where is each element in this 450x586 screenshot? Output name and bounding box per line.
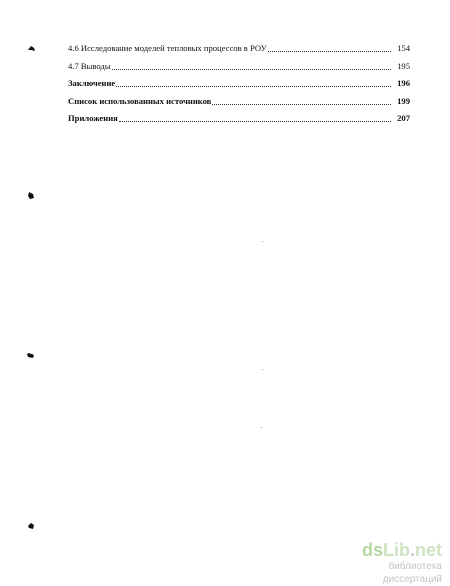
watermark-subtitle: библиотека диссертаций — [382, 561, 442, 585]
toc-entry-title: 4.6 Исследование моделей тепловых процессов в РОУ — [68, 43, 267, 53]
toc-entry — [68, 40, 410, 58]
scan-mark — [27, 44, 36, 52]
table-of-contents — [68, 40, 410, 128]
toc-entry — [68, 110, 410, 128]
toc-entry-page: 196 — [397, 78, 410, 88]
scan-mark — [27, 522, 35, 530]
toc-entry-page: 195 — [397, 60, 410, 71]
toc-entry — [68, 93, 410, 111]
toc-entry-title: Список использованных источников — [68, 95, 212, 106]
scan-speck — [262, 369, 263, 370]
scan-mark — [27, 191, 35, 200]
scan-speck — [262, 241, 263, 242]
toc-leader-dots — [268, 51, 391, 52]
toc-entry-title: 4.7 Выводы — [68, 60, 111, 71]
toc-leader-dots — [116, 86, 391, 87]
watermark-logo: dsLib.net — [361, 540, 442, 560]
scan-mark — [26, 352, 35, 359]
dslib-watermark — [332, 540, 442, 585]
toc-entry — [68, 75, 410, 93]
toc-entry-page: 154 — [397, 43, 410, 53]
toc-entry-title: Приложения — [68, 113, 118, 123]
toc-leader-dots — [119, 121, 391, 122]
toc-leader-dots — [112, 69, 391, 70]
toc-leader-dots — [212, 104, 391, 105]
toc-entry — [68, 58, 410, 76]
toc-entry-page: 207 — [397, 113, 410, 123]
toc-entry-page: 199 — [397, 95, 410, 106]
toc-entry-title: Заключение — [68, 78, 116, 88]
scan-speck — [261, 427, 262, 428]
